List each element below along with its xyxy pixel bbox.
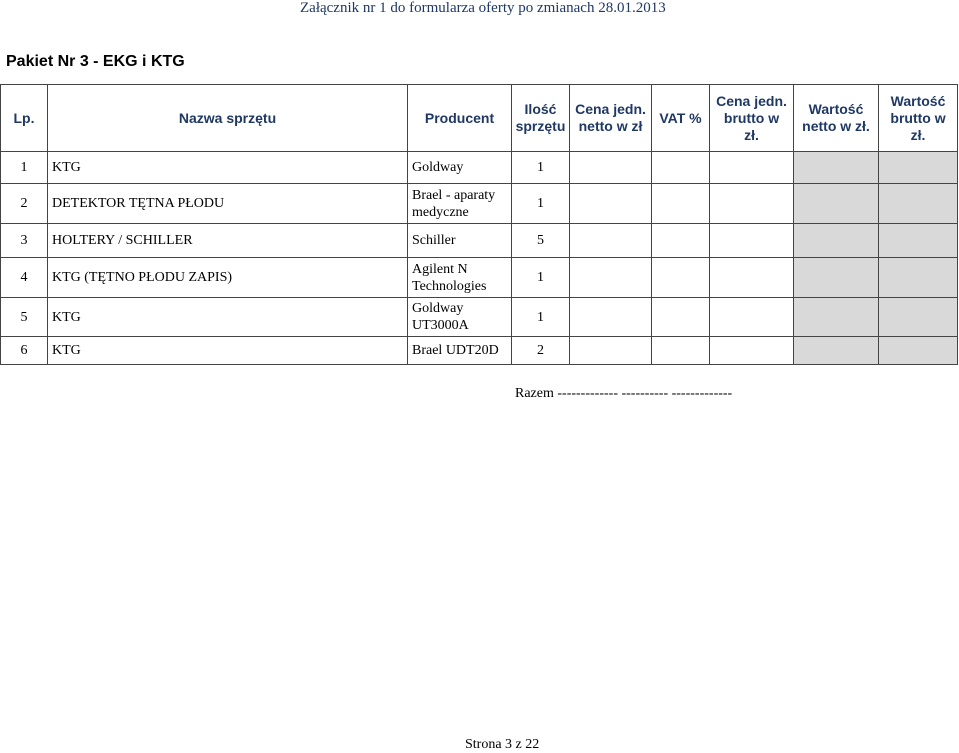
cell-lp: 5 bbox=[1, 298, 48, 337]
cell-value-gross bbox=[879, 298, 958, 337]
page-number: Strona 3 z 22 bbox=[465, 737, 540, 752]
cell-name: KTG (TĘTNO PŁODU ZAPIS) bbox=[48, 258, 408, 298]
cell-producer: Brael - aparaty medyczne bbox=[408, 184, 512, 224]
cell-lp: 2 bbox=[1, 184, 48, 224]
cell-producer: Schiller bbox=[408, 224, 512, 258]
cell-value-net bbox=[794, 224, 879, 258]
cell-unit-net bbox=[570, 258, 652, 298]
col-header-unit-net: Cena jedn. netto w zł bbox=[570, 85, 652, 152]
cell-value-net bbox=[794, 184, 879, 224]
cell-unit-gross bbox=[710, 224, 794, 258]
cell-lp: 1 bbox=[1, 152, 48, 184]
col-header-value-gross: Wartość brutto w zł. bbox=[879, 85, 958, 152]
cell-producer: Goldway bbox=[408, 152, 512, 184]
cell-lp: 6 bbox=[1, 337, 48, 365]
cell-vat bbox=[652, 298, 710, 337]
equipment-table bbox=[0, 84, 958, 365]
table-row bbox=[1, 258, 958, 298]
cell-name: KTG bbox=[48, 337, 408, 365]
cell-value-net bbox=[794, 258, 879, 298]
col-header-vat: VAT % bbox=[652, 85, 710, 152]
cell-qty: 1 bbox=[512, 298, 570, 337]
cell-vat bbox=[652, 224, 710, 258]
cell-vat bbox=[652, 337, 710, 365]
col-header-value-net: Wartość netto w zł. bbox=[794, 85, 879, 152]
cell-name: HOLTERY / SCHILLER bbox=[48, 224, 408, 258]
table-row bbox=[1, 184, 958, 224]
package-title: Pakiet Nr 3 - EKG i KTG bbox=[6, 53, 185, 70]
cell-unit-gross bbox=[710, 184, 794, 224]
cell-unit-gross bbox=[710, 298, 794, 337]
totals-label: Razem bbox=[515, 386, 554, 401]
totals-row bbox=[515, 386, 732, 402]
table-row bbox=[1, 152, 958, 184]
cell-unit-gross bbox=[710, 337, 794, 365]
document-header: Załącznik nr 1 do formularza oferty po zmianach 28.01.2013 bbox=[300, 0, 666, 16]
cell-unit-gross bbox=[710, 152, 794, 184]
col-header-unit-gross: Cena jedn. brutto w zł. bbox=[710, 85, 794, 152]
cell-producer: Goldway UT3000A bbox=[408, 298, 512, 337]
cell-value-net bbox=[794, 152, 879, 184]
totals-value-gross-dashes: ------------- bbox=[671, 386, 733, 401]
cell-unit-net bbox=[570, 337, 652, 365]
cell-name: DETEKTOR TĘTNA PŁODU bbox=[48, 184, 408, 224]
col-header-name: Nazwa sprzętu bbox=[48, 85, 408, 152]
cell-value-net bbox=[794, 337, 879, 365]
cell-qty: 1 bbox=[512, 184, 570, 224]
table-row bbox=[1, 298, 958, 337]
cell-qty: 5 bbox=[512, 224, 570, 258]
cell-unit-net bbox=[570, 224, 652, 258]
cell-qty: 1 bbox=[512, 258, 570, 298]
cell-unit-net bbox=[570, 184, 652, 224]
cell-value-gross bbox=[879, 258, 958, 298]
cell-lp: 3 bbox=[1, 224, 48, 258]
cell-producer: Brael UDT20D bbox=[408, 337, 512, 365]
table-row bbox=[1, 337, 958, 365]
totals-unit-net-dashes: ------------- bbox=[557, 386, 618, 401]
cell-unit-net bbox=[570, 152, 652, 184]
cell-value-gross bbox=[879, 337, 958, 365]
col-header-producer: Producent bbox=[408, 85, 512, 152]
totals-value-net-dashes: ---------- bbox=[621, 386, 669, 401]
cell-value-net bbox=[794, 298, 879, 337]
cell-value-gross bbox=[879, 224, 958, 258]
cell-vat bbox=[652, 184, 710, 224]
cell-lp: 4 bbox=[1, 258, 48, 298]
cell-unit-net bbox=[570, 298, 652, 337]
cell-vat bbox=[652, 258, 710, 298]
cell-qty: 1 bbox=[512, 152, 570, 184]
cell-name: KTG bbox=[48, 152, 408, 184]
col-header-qty: Ilość sprzętu bbox=[512, 85, 570, 152]
cell-value-gross bbox=[879, 184, 958, 224]
cell-producer: Agilent N Technologies bbox=[408, 258, 512, 298]
cell-vat bbox=[652, 152, 710, 184]
col-header-lp: Lp. bbox=[1, 85, 48, 152]
cell-value-gross bbox=[879, 152, 958, 184]
cell-name: KTG bbox=[48, 298, 408, 337]
table-row bbox=[1, 224, 958, 258]
table-header-row bbox=[1, 85, 958, 152]
cell-qty: 2 bbox=[512, 337, 570, 365]
cell-unit-gross bbox=[710, 258, 794, 298]
